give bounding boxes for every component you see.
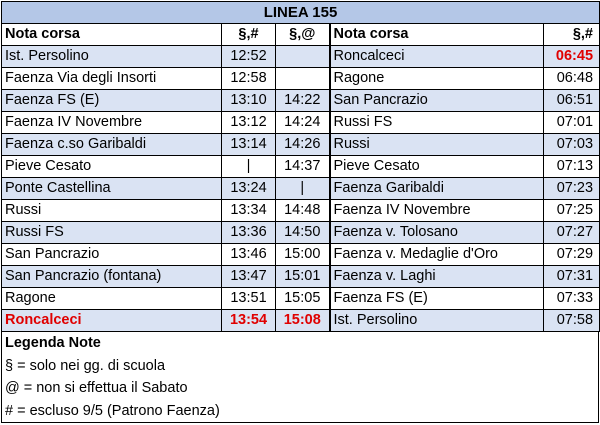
header-left-stop: Nota corsa — [2, 24, 222, 46]
right-time-run1: 07:23 — [544, 178, 600, 200]
table-row — [2, 266, 600, 288]
left-time-run2: 15:00 — [276, 244, 330, 266]
left-time-run1: 13:51 — [222, 288, 276, 310]
header-left-run2: §,@ — [276, 24, 330, 46]
right-stop-name: Russi FS — [330, 112, 544, 134]
right-time-run1: 07:29 — [544, 244, 600, 266]
right-time-run1: 07:33 — [544, 288, 600, 310]
left-stop-name: San Pancrazio (fontana) — [2, 266, 222, 288]
left-time-run1: 13:10 — [222, 90, 276, 112]
right-time-run1: 07:13 — [544, 156, 600, 178]
left-time-run2: 15:01 — [276, 266, 330, 288]
left-stop-name: Ragone — [2, 288, 222, 310]
right-stop-name: Faenza v. Medaglie d'Oro — [330, 244, 544, 266]
header-left-run1: §,# — [222, 24, 276, 46]
left-time-run2: 14:50 — [276, 222, 330, 244]
legend-item: @ = non si effettua il Sabato — [5, 380, 188, 396]
right-time-run1: 06:45 — [544, 46, 600, 68]
legend-item: § = solo nei gg. di scuola — [5, 357, 166, 374]
left-time-run2: 14:22 — [276, 90, 330, 112]
left-time-run1: 12:58 — [222, 68, 276, 90]
header-row — [2, 24, 600, 46]
timetable — [1, 1, 599, 424]
right-stop-name: Faenza FS (E) — [330, 288, 544, 310]
left-time-run1: 13:54 — [222, 310, 276, 332]
left-stop-name: Pieve Cesato — [2, 156, 222, 178]
table-row — [2, 178, 600, 200]
table-row — [2, 90, 600, 112]
left-time-run1: 13:34 — [222, 200, 276, 222]
right-stop-name: Ist. Persolino — [330, 310, 544, 332]
table-row — [2, 112, 600, 134]
table-row — [2, 46, 600, 68]
left-time-run2: 14:26 — [276, 134, 330, 156]
right-stop-name: Russi — [330, 134, 544, 156]
right-stop-name: Faenza v. Laghi — [330, 266, 544, 288]
left-stop-name: Ponte Castellina — [2, 178, 222, 200]
left-stop-name: Faenza IV Novembre — [2, 112, 222, 134]
left-time-run2: 14:48 — [276, 200, 330, 222]
right-time-run1: 07:58 — [544, 310, 600, 332]
left-time-run2: 15:08 — [276, 310, 330, 332]
left-time-run2 — [276, 68, 330, 90]
left-stop-name: Russi — [2, 200, 222, 222]
left-stop-name: Ist. Persolino — [2, 46, 222, 68]
right-time-run1: 07:25 — [544, 200, 600, 222]
left-time-run1: 12:52 — [222, 46, 276, 68]
left-time-run2 — [276, 46, 330, 68]
table-row — [2, 200, 600, 222]
right-stop-name: Pieve Cesato — [330, 156, 544, 178]
left-stop-name: Roncalceci — [2, 310, 222, 332]
legend-title: Legenda Note — [5, 335, 101, 351]
line-title: LINEA 155 — [2, 2, 600, 24]
left-stop-name: Faenza Via degli Insorti — [2, 68, 222, 90]
right-time-run1: 06:51 — [544, 90, 600, 112]
left-stop-name: San Pancrazio — [2, 244, 222, 266]
header-right-stop: Nota corsa — [330, 24, 544, 46]
left-time-run1: 13:14 — [222, 134, 276, 156]
left-time-run1: 13:46 — [222, 244, 276, 266]
left-time-run2: | — [276, 178, 330, 200]
title-row — [2, 2, 600, 24]
left-time-run2: 15:05 — [276, 288, 330, 310]
left-stop-name: Faenza FS (E) — [2, 90, 222, 112]
table-row — [2, 244, 600, 266]
right-time-run1: 07:03 — [544, 134, 600, 156]
left-time-run1: 13:47 — [222, 266, 276, 288]
timetable-table — [1, 1, 600, 332]
left-stop-name: Russi FS — [2, 222, 222, 244]
right-stop-name: Faenza IV Novembre — [330, 200, 544, 222]
left-time-run1: 13:36 — [222, 222, 276, 244]
table-row — [2, 310, 600, 332]
right-stop-name: Ragone — [330, 68, 544, 90]
right-time-run1: 07:27 — [544, 222, 600, 244]
table-row — [2, 288, 600, 310]
table-row — [2, 222, 600, 244]
right-stop-name: Faenza v. Tolosano — [330, 222, 544, 244]
header-right-run1: §,# — [544, 24, 600, 46]
right-stop-name: Roncalceci — [330, 46, 544, 68]
left-time-run2: 14:24 — [276, 112, 330, 134]
left-time-run1: 13:12 — [222, 112, 276, 134]
right-time-run1: 07:31 — [544, 266, 600, 288]
right-time-run1: 07:01 — [544, 112, 600, 134]
table-row — [2, 156, 600, 178]
right-stop-name: Faenza Garibaldi — [330, 178, 544, 200]
legend-item: # = escluso 9/5 (Patrono Faenza) — [5, 402, 220, 419]
left-time-run2: 14:37 — [276, 156, 330, 178]
right-stop-name: San Pancrazio — [330, 90, 544, 112]
right-time-run1: 06:48 — [544, 68, 600, 90]
left-time-run1: | — [222, 156, 276, 178]
legend — [1, 332, 599, 423]
table-row — [2, 134, 600, 156]
left-time-run1: 13:24 — [222, 178, 276, 200]
left-stop-name: Faenza c.so Garibaldi — [2, 134, 222, 156]
table-row — [2, 68, 600, 90]
